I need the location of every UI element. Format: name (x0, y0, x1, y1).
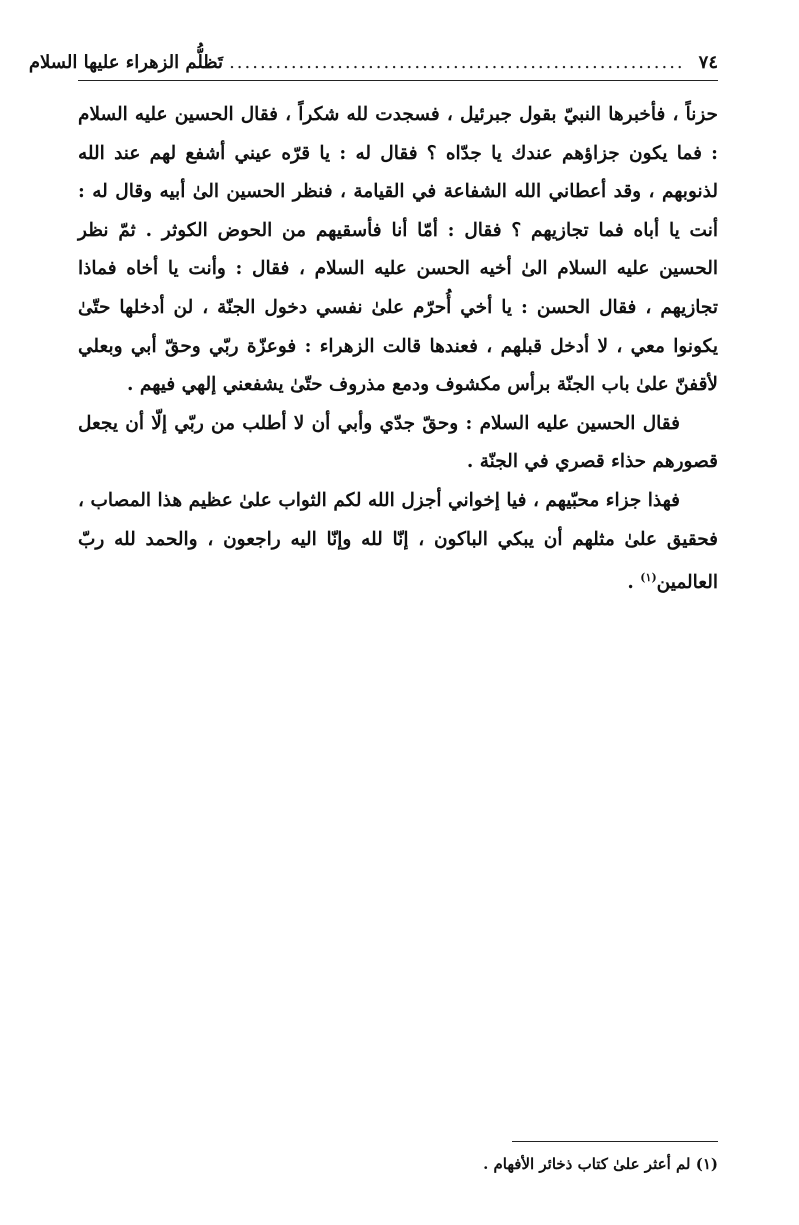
footnote: (١) لم أعثر علىٰ كتاب ذخائر الأفهام . (483, 1155, 718, 1173)
paragraph-2: فقال الحسين عليه السلام : وحقّ جدّي وأبي أن لا أطلب من ربّي إلّا أن يجعل قصورهم حذاء قصري في الجنّة . (78, 412, 718, 473)
footnote-marker[interactable]: (١) (640, 571, 657, 585)
paragraph-3 (78, 482, 718, 603)
footnote-separator (512, 1141, 718, 1142)
header-leader-dots: ........................................................... (229, 51, 685, 73)
paragraph-3-text: فهذا جزاء محبّيهم ، فيا إخواني أجزل الله لكم الثواب علىٰ عظيم هذا المصاب ، فحقيق علىٰ مثلهم أن يبكي الباكون ، إنّا لله وإنّا اليه راجعون ، والحمد لله ربّ العالمين (78, 489, 718, 594)
closing-period: . (627, 572, 641, 594)
page-header (28, 44, 718, 81)
page-number: ٧٤ (698, 51, 718, 73)
main-text (78, 96, 718, 603)
running-title: تَظلُّم الزهراء عليها السلام (28, 51, 224, 73)
paragraph-1: حزناً ، فأخبرها النبيّ بقول جبرئيل ، فسجدت لله شكراً ، فقال الحسين عليه السلام : فما يكون جزاؤهم عندك يا جدّاه ؟ فقال له : يا قرّه عيني أشفع لهم عند الله لذنوبهم ، وقد أعطاني الله الشفاعة في القيامة ، فنظر الحسين الىٰ أبيه وقال له : أنت يا أباه فما تجازيهم ؟ فقال : أمّا أنا فأسقيهم من الحوض الكوثر . ثمّ نظر الحسين عليه السلام الىٰ أخيه الحسن عليه السلام ، فقال : وأنت يا أخاه فماذا تجازيهم ، فقال الحسن : يا أخي أُحرّم علىٰ نفسي دخول الجنّة ، لن أدخلها حتّىٰ يكونوا معي ، لا أدخل قبلهم ، فعندها قالت الزهراء : فوعزّة ربّي وحقّ أبي وبعلي لأقفنّ علىٰ باب الجنّة برأس مكشوف ودمع مذروف حتّىٰ يشفعني إلهي فيهم . (78, 104, 718, 396)
